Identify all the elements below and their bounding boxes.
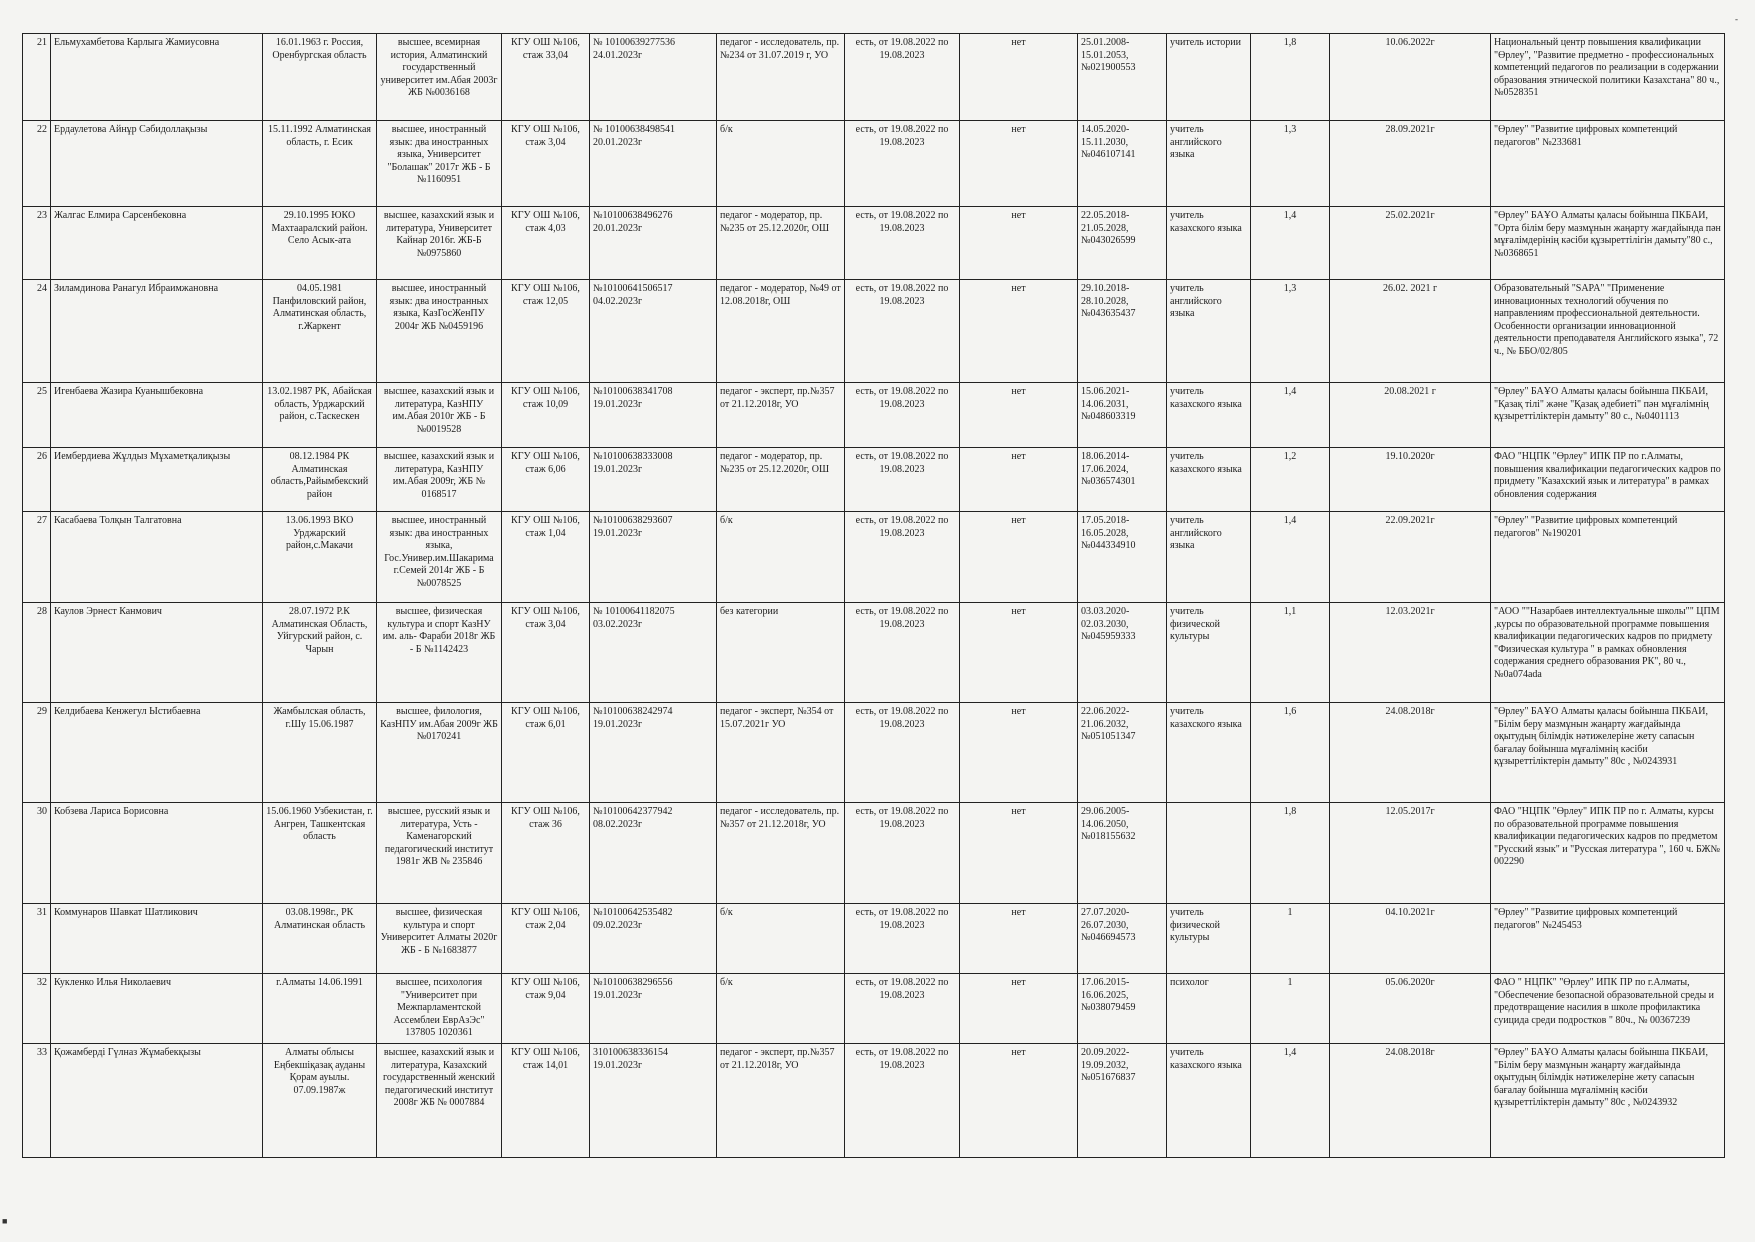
clearance-info: есть, от 19.08.2022 по 19.08.2023 bbox=[845, 974, 960, 1044]
criminal-record: нет bbox=[960, 904, 1078, 974]
education-info: высшее, всемирная история, Алматинский государственный университет им.Абая 2003г ЖБ №0036168 bbox=[377, 34, 502, 121]
table-row bbox=[23, 383, 1725, 448]
qualification-category: педагог - эксперт, №354 от 15.07.2021г УО bbox=[717, 703, 845, 803]
qualification-category: б/к bbox=[717, 904, 845, 974]
workload-rate: 1 bbox=[1251, 904, 1330, 974]
course-date: 24.08.2018г bbox=[1330, 1044, 1491, 1158]
row-number: 22 bbox=[23, 121, 51, 207]
table-row bbox=[23, 512, 1725, 603]
courses-info: Образовательный "SAPA" "Применение инновационных технологий обучения по направлениям профессиональной деятельности. Особенности организации инновационной деятельности преподавателя Английского языка", 72 ч., № ББО/02/805 bbox=[1491, 280, 1725, 383]
education-info: высшее, филология, КазНПУ им.Абая 2009г ЖБ №0170241 bbox=[377, 703, 502, 803]
medical-certificate: 18.06.2014-17.06.2024, №036574301 bbox=[1078, 448, 1167, 512]
workload-rate: 1,3 bbox=[1251, 121, 1330, 207]
workload-rate: 1,3 bbox=[1251, 280, 1330, 383]
course-date: 26.02. 2021 г bbox=[1330, 280, 1491, 383]
position-title: учитель истории bbox=[1167, 34, 1251, 121]
teacher-name: Келдибаева Кенжегул Ыстибаевна bbox=[51, 703, 263, 803]
courses-info: ФАО "НЦПК "Өрлеу" ИПК ПР по г. Алматы, курсы по образовательной программе повышения квалификации педагогических кадров по предметом "Русский язык" и "Русская литература ", 160 ч. БЖ№ 002290 bbox=[1491, 803, 1725, 904]
workload-rate: 1,8 bbox=[1251, 803, 1330, 904]
teacher-name: Кобзева Лариса Борисовна bbox=[51, 803, 263, 904]
birth-info: 28.07.1972 Р.К Алматинская Область, Уйгурский район, с. Чарын bbox=[263, 603, 377, 703]
clearance-info: есть, от 19.08.2022 по 19.08.2023 bbox=[845, 207, 960, 280]
table-row bbox=[23, 34, 1725, 121]
education-info: высшее, казахский язык и литература, КазНПУ им.Абая 2010г ЖБ - Б №0019528 bbox=[377, 383, 502, 448]
courses-info: "Өрлеу" БАҰО Алматы қаласы бойынша ПКБАИ, "Орта білім беру мазмұнын жаңарту жағдайында пән мұғалімдерінің кәсіби құзыреттілігін дамыту"80 с., №0368651 bbox=[1491, 207, 1725, 280]
edge-mark: ■ bbox=[2, 1216, 8, 1226]
row-number: 21 bbox=[23, 34, 51, 121]
workplace-experience: КГУ ОШ №106, стаж 2,04 bbox=[502, 904, 590, 974]
table-row bbox=[23, 121, 1725, 207]
workload-rate: 1,4 bbox=[1251, 383, 1330, 448]
teacher-name: Каулов Эрнест Канмович bbox=[51, 603, 263, 703]
medical-certificate: 17.06.2015-16.06.2025, №038079459 bbox=[1078, 974, 1167, 1044]
staff-table bbox=[22, 33, 1725, 1158]
medical-certificate: 15.06.2021-14.06.2031, №048603319 bbox=[1078, 383, 1167, 448]
courses-info: "АОО ""Назарбаев интеллектуальные школы"" ЦПМ ,курсы по образовательной программе повышения квалификации педагогических кадров по придмету "Физическая культура " в рамках обновления содержания среднего образования РК", 80 ч., №0a074ada bbox=[1491, 603, 1725, 703]
criminal-record: нет bbox=[960, 383, 1078, 448]
position-title: учитель казахского языка bbox=[1167, 207, 1251, 280]
workload-rate: 1,8 bbox=[1251, 34, 1330, 121]
birth-info: г.Алматы 14.06.1991 bbox=[263, 974, 377, 1044]
education-info: высшее, иностранный язык: два иностранных языка, КазГосЖенПУ 2004г ЖБ №0459196 bbox=[377, 280, 502, 383]
certificate-number: №10100638496276 20.01.2023г bbox=[590, 207, 717, 280]
course-date: 05.06.2020г bbox=[1330, 974, 1491, 1044]
row-number: 27 bbox=[23, 512, 51, 603]
workplace-experience: КГУ ОШ №106, стаж 4,03 bbox=[502, 207, 590, 280]
table-row bbox=[23, 904, 1725, 974]
certificate-number: №10100642377942 08.02.2023г bbox=[590, 803, 717, 904]
clearance-info: есть, от 19.08.2022 по 19.08.2023 bbox=[845, 512, 960, 603]
clearance-info: есть, от 19.08.2022 по 19.08.2023 bbox=[845, 803, 960, 904]
courses-info: "Өрлеу" БАҰО Алматы қаласы бойынша ПКБАИ, "Қазақ тілі" және "Қазақ әдебиеті" пән мұғалімнің құзыреттіліктерін дамыту" 80 с., №0401113 bbox=[1491, 383, 1725, 448]
certificate-number: №10100638293607 19.01.2023г bbox=[590, 512, 717, 603]
course-date: 12.05.2017г bbox=[1330, 803, 1491, 904]
qualification-category: педагог - исследователь, пр.№234 от 31.07.2019 г, УО bbox=[717, 34, 845, 121]
workplace-experience: КГУ ОШ №106, стаж 14,01 bbox=[502, 1044, 590, 1158]
birth-info: 04.05.1981 Панфиловский район, Алматинская область, г.Жаркент bbox=[263, 280, 377, 383]
courses-info: "Өрлеу" "Развитие цифровых компетенций педагогов" №190201 bbox=[1491, 512, 1725, 603]
position-title: учитель казахского языка bbox=[1167, 448, 1251, 512]
qualification-category: педагог - эксперт, пр.№357 от 21.12.2018г, УО bbox=[717, 383, 845, 448]
medical-certificate: 29.06.2005-14.06.2050, №018155632 bbox=[1078, 803, 1167, 904]
workplace-experience: КГУ ОШ №106, стаж 6,01 bbox=[502, 703, 590, 803]
row-number: 28 bbox=[23, 603, 51, 703]
table-row bbox=[23, 1044, 1725, 1158]
birth-info: 29.10.1995 ЮКО Махтааралский район. Село Асык-ата bbox=[263, 207, 377, 280]
education-info: высшее, иностранный язык: два иностранных языка, Университет "Болашак" 2017г ЖБ - Б №1160951 bbox=[377, 121, 502, 207]
education-info: высшее, казахский язык и литература, Казахский государственный женский педагогический институт 2008г ЖБ № 0007884 bbox=[377, 1044, 502, 1158]
position-title: учитель английского языка bbox=[1167, 512, 1251, 603]
certificate-number: №10100641506517 04.02.2023г bbox=[590, 280, 717, 383]
clearance-info: есть, от 19.08.2022 по 19.08.2023 bbox=[845, 703, 960, 803]
certificate-number: №10100638341708 19.01.2023г bbox=[590, 383, 717, 448]
birth-info: 15.11.1992 Алматинская область, г. Есик bbox=[263, 121, 377, 207]
workload-rate: 1,4 bbox=[1251, 1044, 1330, 1158]
certificate-number: №10100638296556 19.01.2023г bbox=[590, 974, 717, 1044]
certificate-number: 310100638336154 19.01.2023г bbox=[590, 1044, 717, 1158]
qualification-category: педагог - модератор, №49 от 12.08.2018г, ОШ bbox=[717, 280, 845, 383]
table-row bbox=[23, 207, 1725, 280]
row-number: 26 bbox=[23, 448, 51, 512]
education-info: высшее, казахский язык и литература, КазНПУ им.Абая 2009г, ЖБ № 0168517 bbox=[377, 448, 502, 512]
position-title: учитель английского языка bbox=[1167, 280, 1251, 383]
courses-info: "Өрлеу" "Развитие цифровых компетенций педагогов" №233681 bbox=[1491, 121, 1725, 207]
clearance-info: есть, от 19.08.2022 по 19.08.2023 bbox=[845, 1044, 960, 1158]
criminal-record: нет bbox=[960, 603, 1078, 703]
course-date: 22.09.2021г bbox=[1330, 512, 1491, 603]
teacher-name: Ельмухамбетова Карлыга Жамиусовна bbox=[51, 34, 263, 121]
position-title: учитель казахского языка bbox=[1167, 383, 1251, 448]
clearance-info: есть, от 19.08.2022 по 19.08.2023 bbox=[845, 383, 960, 448]
education-info: высшее, казахский язык и литература, Университет Кайнар 2016г. ЖБ-Б №0975860 bbox=[377, 207, 502, 280]
medical-certificate: 22.05.2018-21.05.2028, №043026599 bbox=[1078, 207, 1167, 280]
course-date: 28.09.2021г bbox=[1330, 121, 1491, 207]
medical-certificate: 22.06.2022-21.06.2032, №051051347 bbox=[1078, 703, 1167, 803]
workload-rate: 1,4 bbox=[1251, 512, 1330, 603]
position-title: учитель казахского языка bbox=[1167, 703, 1251, 803]
table-row bbox=[23, 603, 1725, 703]
clearance-info: есть, от 19.08.2022 по 19.08.2023 bbox=[845, 280, 960, 383]
row-number: 33 bbox=[23, 1044, 51, 1158]
row-number: 25 bbox=[23, 383, 51, 448]
teacher-name: Касабаева Толқын Талгатовна bbox=[51, 512, 263, 603]
workplace-experience: КГУ ОШ №106, стаж 3,04 bbox=[502, 121, 590, 207]
table-body bbox=[23, 34, 1725, 1158]
workplace-experience: КГУ ОШ №106, стаж 10,09 bbox=[502, 383, 590, 448]
table-row bbox=[23, 703, 1725, 803]
course-date: 12.03.2021г bbox=[1330, 603, 1491, 703]
workload-rate: 1,1 bbox=[1251, 603, 1330, 703]
medical-certificate: 29.10.2018-28.10.2028, №043635437 bbox=[1078, 280, 1167, 383]
course-date: 20.08.2021 г bbox=[1330, 383, 1491, 448]
birth-info: 08.12.1984 РК Алматинская область,Райымбекский район bbox=[263, 448, 377, 512]
qualification-category: педагог - исследователь, пр.№357 от 21.12.2018г, УО bbox=[717, 803, 845, 904]
criminal-record: нет bbox=[960, 1044, 1078, 1158]
medical-certificate: 20.09.2022-19.09.2032, №051676837 bbox=[1078, 1044, 1167, 1158]
teacher-name: Зиламдинова Ранагул Ибраимжановна bbox=[51, 280, 263, 383]
criminal-record: нет bbox=[960, 280, 1078, 383]
qualification-category: б/к bbox=[717, 512, 845, 603]
clearance-info: есть, от 19.08.2022 по 19.08.2023 bbox=[845, 34, 960, 121]
criminal-record: нет bbox=[960, 448, 1078, 512]
courses-info: "Өрлеу" БАҰО Алматы қаласы бойынша ПКБАИ, "Білім беру мазмұнын жаңарту жағдайында оқытудың білімдік нәтижелеріне жету сапасын бағалау бойынша мұғалімнің кәсіби құзыреттіліктерін дамыту" 80с , №0243932 bbox=[1491, 1044, 1725, 1158]
table-row bbox=[23, 974, 1725, 1044]
clearance-info: есть, от 19.08.2022 по 19.08.2023 bbox=[845, 121, 960, 207]
criminal-record: нет bbox=[960, 703, 1078, 803]
workload-rate: 1,6 bbox=[1251, 703, 1330, 803]
position-title: учитель физической культуры bbox=[1167, 904, 1251, 974]
education-info: высшее, русский язык и литература, Усть - Каменагорский педагогический институт 1981г ЖВ № 235846 bbox=[377, 803, 502, 904]
teacher-name: Ердаулетова Айнұр Сәбидоллақызы bbox=[51, 121, 263, 207]
workplace-experience: КГУ ОШ №106, стаж 3,04 bbox=[502, 603, 590, 703]
courses-info: ФАО " НЦПК" "Өрлеу" ИПК ПР по г.Алматы, "Обеспечение безопасной образовательной среды и предотвращение насилия в школе профилактика суицида среди подростков " 80ч., № 00367239 bbox=[1491, 974, 1725, 1044]
workplace-experience: КГУ ОШ №106, стаж 9,04 bbox=[502, 974, 590, 1044]
teacher-name: Кукленко Илья Николаевич bbox=[51, 974, 263, 1044]
row-number: 30 bbox=[23, 803, 51, 904]
certificate-number: № 10100641182075 03.02.2023г bbox=[590, 603, 717, 703]
course-date: 24.08.2018г bbox=[1330, 703, 1491, 803]
qualification-category: педагог - модератор, пр. №235 от 25.12.2020г, ОШ bbox=[717, 207, 845, 280]
certificate-number: №10100638333008 19.01.2023г bbox=[590, 448, 717, 512]
row-number: 29 bbox=[23, 703, 51, 803]
birth-info: Жамбылская область, г.Шу 15.06.1987 bbox=[263, 703, 377, 803]
courses-info: "Өрлеу" БАҰО Алматы қаласы бойынша ПКБАИ, "Білім беру мазмұнын жаңарту жағдайында оқытудың білімдік нәтижелеріне жету сапасын бағалау бойынша мұғалімнің кәсіби құзыреттіліктерін дамыту" 80с , №0243931 bbox=[1491, 703, 1725, 803]
certificate-number: № 10100639277536 24.01.2023г bbox=[590, 34, 717, 121]
birth-info: 16.01.1963 г. Россия, Оренбургская область bbox=[263, 34, 377, 121]
courses-info: ФАО "НЦПК "Өрлеу" ИПК ПР по г.Алматы, повышения квалификации педагогических кадров по придмету "Казахский язык и литература" в рамках обновления содержания bbox=[1491, 448, 1725, 512]
medical-certificate: 14.05.2020-15.11.2030, №046107141 bbox=[1078, 121, 1167, 207]
criminal-record: нет bbox=[960, 121, 1078, 207]
criminal-record: нет bbox=[960, 512, 1078, 603]
education-info: высшее, физическая культура и спорт Университет Алматы 2020г ЖБ - Б №1683877 bbox=[377, 904, 502, 974]
clearance-info: есть, от 19.08.2022 по 19.08.2023 bbox=[845, 603, 960, 703]
education-info: высшее, физическая культура и спорт КазНУ им. аль- Фараби 2018г ЖБ - Б №1142423 bbox=[377, 603, 502, 703]
workload-rate: 1 bbox=[1251, 974, 1330, 1044]
certificate-number: №10100638242974 19.01.2023г bbox=[590, 703, 717, 803]
medical-certificate: 25.01.2008-15.01.2053, №021900553 bbox=[1078, 34, 1167, 121]
position-title bbox=[1167, 803, 1251, 904]
qualification-category: педагог - модератор, пр. №235 от 25.12.2020г, ОШ bbox=[717, 448, 845, 512]
certificate-number: №10100642535482 09.02.2023г bbox=[590, 904, 717, 974]
row-number: 32 bbox=[23, 974, 51, 1044]
table-row bbox=[23, 803, 1725, 904]
position-title: учитель физической культуры bbox=[1167, 603, 1251, 703]
teacher-name: Қожамберді Гүлназ Жұмабекқызы bbox=[51, 1044, 263, 1158]
course-date: 19.10.2020г bbox=[1330, 448, 1491, 512]
clearance-info: есть, от 19.08.2022 по 19.08.2023 bbox=[845, 904, 960, 974]
teacher-name: Жалгас Елмира Сарсенбековна bbox=[51, 207, 263, 280]
workplace-experience: КГУ ОШ №106, стаж 33,04 bbox=[502, 34, 590, 121]
education-info: высшее, психология "Университет при Межпарламентской Ассемблеи ЕврАзЭс" 137805 1020361 bbox=[377, 974, 502, 1044]
birth-info: 03.08.1998г., РК Алматинская область bbox=[263, 904, 377, 974]
course-date: 04.10.2021г bbox=[1330, 904, 1491, 974]
workplace-experience: КГУ ОШ №106, стаж 36 bbox=[502, 803, 590, 904]
birth-info: 13.02.1987 РК, Абайская область, Урджарский район, с.Таскескен bbox=[263, 383, 377, 448]
course-date: 10.06.2022г bbox=[1330, 34, 1491, 121]
qualification-category: б/к bbox=[717, 974, 845, 1044]
workload-rate: 1,4 bbox=[1251, 207, 1330, 280]
position-title: учитель английского языка bbox=[1167, 121, 1251, 207]
position-title: учитель казахского языка bbox=[1167, 1044, 1251, 1158]
birth-info: Алматы облысы Еңбекшіқазақ ауданы Қорам ауылы. 07.09.1987ж bbox=[263, 1044, 377, 1158]
qualification-category: б/к bbox=[717, 121, 845, 207]
course-date: 25.02.2021г bbox=[1330, 207, 1491, 280]
table-row bbox=[23, 280, 1725, 383]
courses-info: Национальный центр повышения квалификации "Өрлеу", "Развитие предметно - профессиональных компетенций педагогов по реализации в содержании образования этнической политики Казахстана" 80 ч., №0528351 bbox=[1491, 34, 1725, 121]
teacher-name: Иембердиева Жұлдыз Мұхаметқалиқызы bbox=[51, 448, 263, 512]
birth-info: 13.06.1993 ВКО Урджарский район,с.Макачи bbox=[263, 512, 377, 603]
corner-mark: - bbox=[1735, 14, 1738, 24]
workload-rate: 1,2 bbox=[1251, 448, 1330, 512]
qualification-category: без категории bbox=[717, 603, 845, 703]
row-number: 31 bbox=[23, 904, 51, 974]
workplace-experience: КГУ ОШ №106, стаж 1,04 bbox=[502, 512, 590, 603]
medical-certificate: 17.05.2018-16.05.2028, №044334910 bbox=[1078, 512, 1167, 603]
medical-certificate: 03.03.2020-02.03.2030, №045959333 bbox=[1078, 603, 1167, 703]
position-title: психолог bbox=[1167, 974, 1251, 1044]
row-number: 23 bbox=[23, 207, 51, 280]
criminal-record: нет bbox=[960, 34, 1078, 121]
courses-info: "Өрлеу" "Развитие цифровых компетенций педагогов" №245453 bbox=[1491, 904, 1725, 974]
workplace-experience: КГУ ОШ №106, стаж 6,06 bbox=[502, 448, 590, 512]
teacher-name: Игенбаева Жазира Куанышбековна bbox=[51, 383, 263, 448]
certificate-number: № 10100638498541 20.01.2023г bbox=[590, 121, 717, 207]
birth-info: 15.06.1960 Узбекистан, г. Ангрен, Ташкентская область bbox=[263, 803, 377, 904]
workplace-experience: КГУ ОШ №106, стаж 12,05 bbox=[502, 280, 590, 383]
criminal-record: нет bbox=[960, 803, 1078, 904]
row-number: 24 bbox=[23, 280, 51, 383]
teacher-name: Коммунаров Шавкат Шатликович bbox=[51, 904, 263, 974]
criminal-record: нет bbox=[960, 207, 1078, 280]
qualification-category: педагог - эксперт, пр.№357 от 21.12.2018г, УО bbox=[717, 1044, 845, 1158]
education-info: высшее, иностранный язык: два иностранных языка, Гос.Универ.им.Шакарима г.Семей 2014г ЖБ - Б №0078525 bbox=[377, 512, 502, 603]
criminal-record: нет bbox=[960, 974, 1078, 1044]
clearance-info: есть, от 19.08.2022 по 19.08.2023 bbox=[845, 448, 960, 512]
medical-certificate: 27.07.2020-26.07.2030, №046694573 bbox=[1078, 904, 1167, 974]
table-row bbox=[23, 448, 1725, 512]
